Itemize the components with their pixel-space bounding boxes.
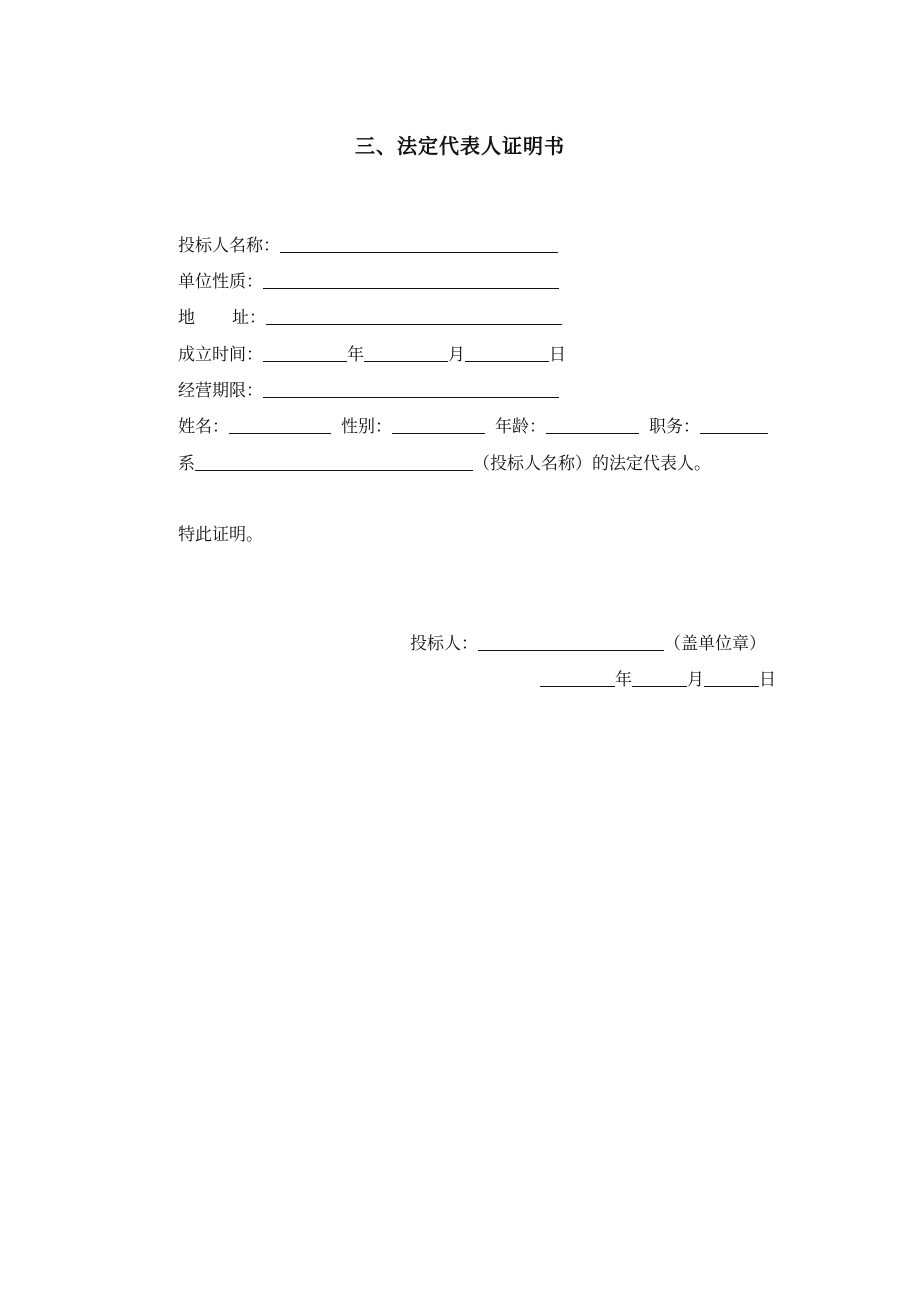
bidder-label: 投标人： <box>410 634 478 654</box>
name-label: 姓名： <box>178 417 229 437</box>
address-row <box>178 304 562 330</box>
age-blank[interactable] <box>546 413 639 434</box>
signature-month-blank[interactable] <box>632 666 687 687</box>
gender-label: 性别： <box>341 417 392 437</box>
address-label-part1: 地 <box>178 308 195 328</box>
address-label-part2: 址： <box>232 308 266 328</box>
established-month-label: 月 <box>448 345 465 365</box>
bidder-signature-row <box>410 630 766 656</box>
established-year-label: 年 <box>347 345 364 365</box>
address-blank[interactable] <box>266 304 562 325</box>
unit-nature-blank[interactable] <box>263 268 559 289</box>
relation-suffix: （投标人名称）的法定代表人。 <box>473 454 711 474</box>
signature-day-blank[interactable] <box>704 666 759 687</box>
gender-blank[interactable] <box>392 413 485 434</box>
signature-year-label: 年 <box>615 670 632 690</box>
established-month-blank[interactable] <box>364 341 448 362</box>
business-term-blank[interactable] <box>263 377 559 398</box>
relation-blank[interactable] <box>195 450 473 471</box>
established-day-blank[interactable] <box>465 341 549 362</box>
bidder-name-label: 投标人名称： <box>178 236 280 256</box>
signature-day-label: 日 <box>759 670 776 690</box>
unit-nature-row <box>178 268 559 294</box>
signature-year-blank[interactable] <box>540 666 615 687</box>
unit-nature-label: 单位性质： <box>178 272 263 292</box>
relation-row <box>178 450 711 476</box>
bidder-signature-blank[interactable] <box>478 630 664 651</box>
personal-info-row <box>178 413 768 439</box>
name-blank[interactable] <box>229 413 331 434</box>
page-title: 三、法定代表人证明书 <box>355 134 565 158</box>
bidder-name-row <box>178 232 558 258</box>
established-year-blank[interactable] <box>263 341 347 362</box>
established-row <box>178 341 566 367</box>
certify-statement: 特此证明。 <box>178 525 263 545</box>
established-label: 成立时间： <box>178 345 263 365</box>
bidder-name-blank[interactable] <box>280 232 558 253</box>
business-term-label: 经营期限： <box>178 381 263 401</box>
age-label: 年龄： <box>495 417 546 437</box>
position-label: 职务： <box>649 417 700 437</box>
established-day-label: 日 <box>549 345 566 365</box>
relation-prefix: 系 <box>178 454 195 474</box>
seal-note: （盖单位章） <box>664 634 766 654</box>
position-blank[interactable] <box>700 413 768 434</box>
signature-date-row <box>540 666 776 692</box>
signature-month-label: 月 <box>687 670 704 690</box>
business-term-row <box>178 377 559 403</box>
